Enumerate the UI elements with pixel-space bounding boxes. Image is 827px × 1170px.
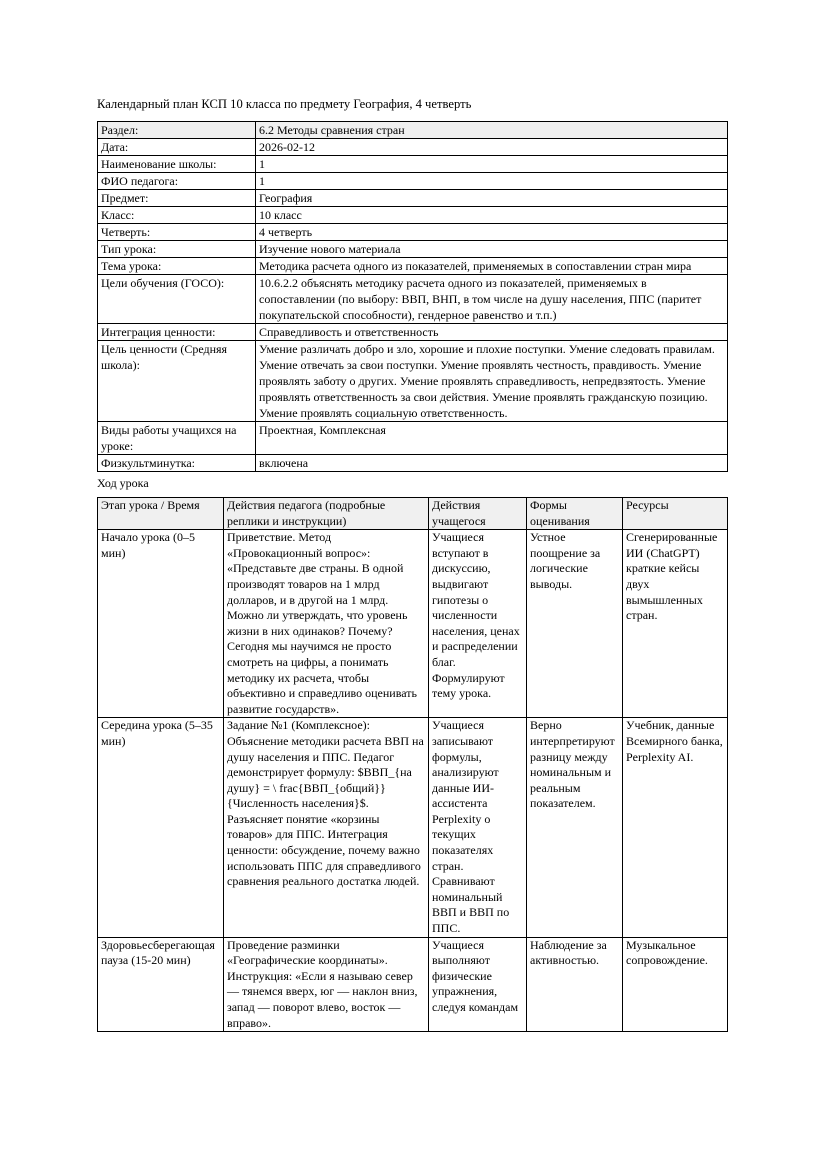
header-resources: Ресурсы: [623, 498, 728, 530]
meta-label-cell: Тип урока:: [98, 241, 256, 258]
meta-label-cell: Дата:: [98, 139, 256, 156]
meta-row-data: [98, 139, 728, 156]
meta-row-subject: [98, 190, 728, 207]
meta-table: [97, 121, 728, 472]
meta-value-cell: Справедливость и ответственность: [256, 324, 728, 341]
meta-label-cell: Виды работы учащихся на уроке:: [98, 422, 256, 455]
assessment-cell: Наблюдение за активностью.: [527, 937, 623, 1032]
meta-value-cell: Методика расчета одного из показателей, применяемых в сопоставлении стран мира: [256, 258, 728, 275]
meta-label-cell: ФИО педагога:: [98, 173, 256, 190]
meta-label-cell: Цели обучения (ГОСО):: [98, 275, 256, 324]
section-heading: Ход урока: [97, 476, 149, 490]
student-actions-cell: Учащиеся вступают в дискуссию, выдвигают гипотезы о численности населения, ценах и распределении благ. Формулируют тему урока.: [429, 530, 527, 718]
header-stage: Этап урока / Время: [98, 498, 224, 530]
lesson-row-middle: [98, 718, 728, 937]
meta-row-work-types: [98, 422, 728, 455]
meta-value-cell: 2026-02-12: [256, 139, 728, 156]
meta-value-cell: включена: [256, 455, 728, 472]
assessment-cell: Устное поощрение за логические выводы.: [527, 530, 623, 718]
resources-cell: Музыкальное сопровождение.: [623, 937, 728, 1032]
meta-row-lesson-topic: [98, 258, 728, 275]
teacher-actions-cell: Задание №1 (Комплексное): Объяснение методики расчета ВВП на душу населения и ППС. Педагог демонстрирует формулу: $ВВП_{на душу} = \ frac{ВВП_{общий}} {Численность населения}$. Разъясняет понятие «корзины товаров» для ППС. Интеграция ценности: обсуждение, почему важно использовать ППС для справедливого сравнения реального достатка людей.: [224, 718, 429, 937]
meta-row-lesson-type: [98, 241, 728, 258]
teacher-actions-cell: Приветствие. Метод «Провокационный вопрос»: «Представьте две страны. В одной производят товаров на 1 млрд долларов, и в другой на 1 млрд. Можно ли утверждать, что уровень жизни в них одинаков? Почему? Сегодня мы научимся не просто смотреть на цифры, а понимать методику их расчета, чтобы объективно и справедливо оценивать развитие государств».: [224, 530, 429, 718]
meta-value-cell: 1: [256, 173, 728, 190]
meta-row-class: [98, 207, 728, 224]
assessment-cell: Верно интерпретируют разницу между номинальным и реальным показателем.: [527, 718, 623, 937]
document-title: Календарный план КСП 10 класса по предмету География, 4 четверть: [97, 97, 472, 111]
meta-value-cell: 10 класс: [256, 207, 728, 224]
meta-label-cell: Четверть:: [98, 224, 256, 241]
meta-row-values-goal: [98, 341, 728, 422]
meta-row-phys-minute: [98, 455, 728, 472]
stage-cell: Здоровьесберегающая пауза (15-20 мин): [98, 937, 224, 1032]
meta-value-cell: 4 четверть: [256, 224, 728, 241]
header-assessment: Формы оценивания: [527, 498, 623, 530]
meta-value-cell: 6.2 Методы сравнения стран: [256, 122, 728, 139]
lesson-row-health-pause: [98, 937, 728, 1032]
meta-row-goals: [98, 275, 728, 324]
meta-value-cell: Умение различать добро и зло, хорошие и плохие поступки. Умение следовать правилам. Умение отвечать за свои поступки. Умение проявлять честность, правдивость. Умение проявлять заботу о других. Умение проявлять справедливость, непредвзятость. Умение проявлять ответственность за свои действия. Умение проявлять гражданскую позицию. Умение проявлять социальную ответственность.: [256, 341, 728, 422]
header-student-actions: Действия учащегося: [429, 498, 527, 530]
meta-value-cell: Изучение нового материала: [256, 241, 728, 258]
meta-label-cell: Класс:: [98, 207, 256, 224]
meta-value-cell: География: [256, 190, 728, 207]
resources-cell: Учебник, данные Всемирного банка, Perplexity AI.: [623, 718, 728, 937]
stage-cell: Середина урока (5–35 мин): [98, 718, 224, 937]
stage-cell: Начало урока (0–5 мин): [98, 530, 224, 718]
student-actions-cell: Учащиеся выполняют физические упражнения, следуя командам: [429, 937, 527, 1032]
meta-row-quarter: [98, 224, 728, 241]
meta-value-cell: 10.6.2.2 объяснять методику расчета одного из показателей, применяемых в сопоставлении (по выбору: ВВП, ВНП, в том числе на душу населения, ППС (паритет покупательской способности), гендерное равенство и т.п.): [256, 275, 728, 324]
meta-row-values-integration: [98, 324, 728, 341]
lesson-row-start: [98, 530, 728, 718]
meta-value-cell: Проектная, Комплексная: [256, 422, 728, 455]
meta-label-cell: Наименование школы:: [98, 156, 256, 173]
lesson-flow-table: [97, 497, 728, 1032]
meta-label-cell: Физкультминутка:: [98, 455, 256, 472]
meta-label-cell: Раздел:: [98, 122, 256, 139]
meta-row-teacher-name: [98, 173, 728, 190]
meta-label-cell: Предмет:: [98, 190, 256, 207]
student-actions-cell: Учащиеся записывают формулы, анализируют данные ИИ-ассистента Perplexity о текущих показателях стран. Сравнивают номинальный ВВП и ВВП по ППС.: [429, 718, 527, 937]
resources-cell: Сгенерированные ИИ (ChatGPT) краткие кейсы двух вымышленных стран.: [623, 530, 728, 718]
meta-row-school: [98, 156, 728, 173]
document-page: [97, 96, 727, 1032]
meta-label-cell: Цель ценности (Средняя школа):: [98, 341, 256, 422]
meta-value-cell: 1: [256, 156, 728, 173]
meta-label-cell: Тема урока:: [98, 258, 256, 275]
teacher-actions-cell: Проведение разминки «Географические координаты». Инструкция: «Если я называю север — тянемся вверх, юг — наклон вниз, запад — поворот влево, восток — вправо».: [224, 937, 429, 1032]
meta-label-cell: Интеграция ценности:: [98, 324, 256, 341]
header-teacher-actions: Действия педагога (подробные реплики и инструкции): [224, 498, 429, 530]
meta-row-razdel: [98, 122, 728, 139]
lesson-header-row: [98, 498, 728, 530]
